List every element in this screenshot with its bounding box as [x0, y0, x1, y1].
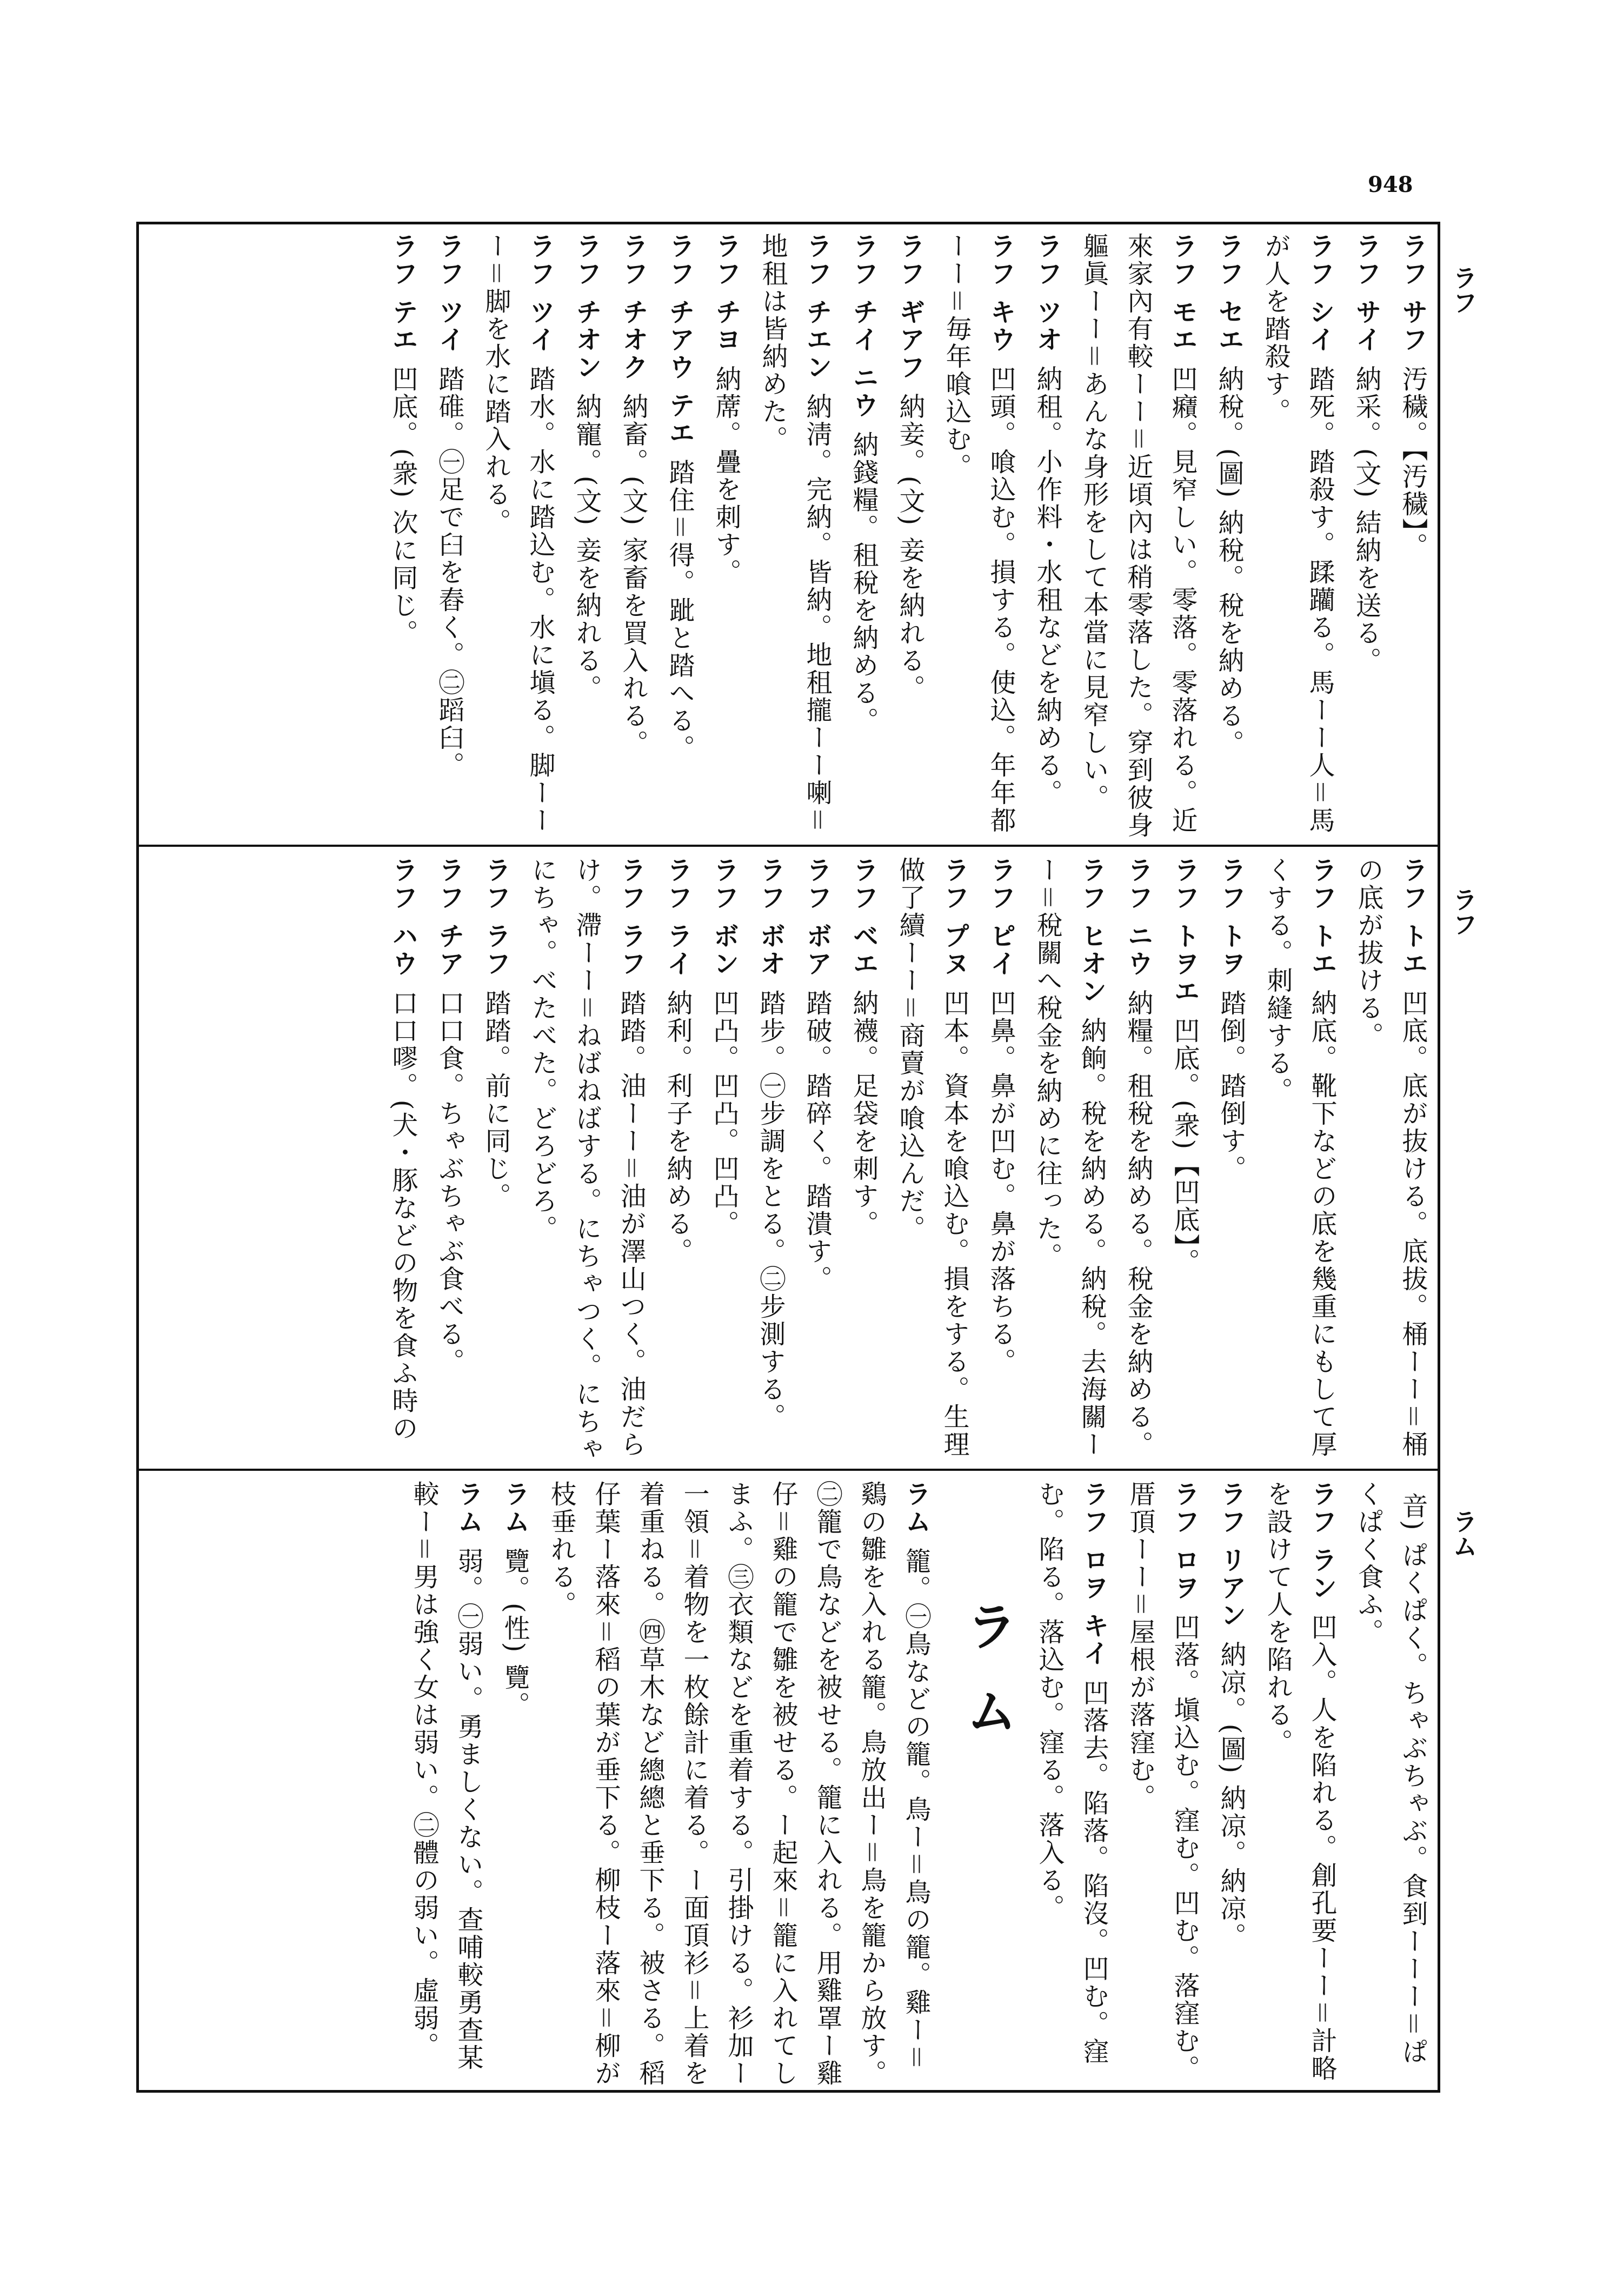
entry-head: ラフ チアウ テエ [664, 233, 695, 447]
entry-head: ラム [500, 1481, 530, 1536]
entry-text: 凹底。底が抜ける。底拔。桶ーー＝桶の底が拔ける。 [1353, 857, 1428, 1458]
entry-text: 凹凸。凹凸。凹凸。 [709, 989, 739, 1238]
entry-head: ラフ トヲエ [1169, 857, 1200, 1005]
entry-text: 弱。㊀弱い。勇ましくない。查哺較勇查某較ー＝男は強く女は弱い。㊁體の弱い。虛弱。 [409, 1481, 483, 2072]
entry [702, 857, 746, 1464]
entry [841, 233, 886, 840]
entry-head: ラフ ボオ [755, 857, 786, 978]
entry-head: ラフ ボン [709, 857, 739, 978]
entry-text: 納底。靴下などの底を幾重にもして厚くする。刺縫する。 [1262, 857, 1337, 1458]
entry [888, 233, 932, 840]
entry [1072, 233, 1205, 840]
entry [704, 233, 748, 840]
entry-text: 凹底。(衆)【凹底】。 [1169, 1017, 1200, 1276]
entry [1027, 1481, 1116, 2088]
entry [520, 857, 653, 1464]
entry-head: ラフ チオク [618, 233, 648, 381]
entry-text: 凹本。資本を喰込む。損をする。生理做了續ーー＝商賣が喰込んだ。 [895, 857, 969, 1458]
entry-text: 踏踏。前に同じ。 [481, 989, 511, 1210]
entry-text: 納餉。稅を納める。納稅。去海關ーー＝稅關へ稅金を納めに往った。 [1032, 857, 1107, 1458]
entry-head: ラフ キウ [986, 233, 1016, 354]
entry-text: 納蓆。疊を刺す。 [711, 365, 741, 586]
entry [750, 233, 839, 840]
entry [611, 233, 655, 840]
entry [381, 857, 425, 1464]
entry-text: 踏水。水に踏込む。水に塡る。脚ーーー＝脚を水に踏入れる。 [481, 233, 555, 834]
section-title: ラム [957, 1600, 1018, 1768]
entry [979, 857, 1023, 1464]
entry-text: 凹頭。喰込む。損する。使込。年年都ーー＝毎年喰込む。 [941, 233, 1016, 834]
entry-text: 踏破。踏碎く。踏潰す。 [802, 989, 832, 1293]
entry [1162, 857, 1207, 1464]
entry-text: 凹鼻。鼻が凹む。鼻が落ちる。 [986, 989, 1016, 1376]
entry [427, 233, 471, 840]
entry-text: 納淸。完納。皆納。地租攏ーー喇＝地租は皆納めた。 [757, 233, 832, 834]
entry-text: 口口食。ちゃぶちゃぶ食べる。 [434, 989, 464, 1376]
entry-head: ラフ リアン [1216, 1481, 1246, 1629]
entry [1116, 857, 1160, 1464]
entry [657, 233, 702, 840]
entry-head: ラフ ピイ [986, 857, 1016, 978]
entry [474, 857, 518, 1464]
entry-text: 納妾。(文) 妾を納れる。 [895, 393, 925, 702]
entry-head: ラフ ベエ [848, 857, 879, 978]
entry-head: ラフ チオン [571, 233, 602, 381]
entry [381, 233, 425, 840]
entry-text: 凹入。人を陷れる。創孔要ーー＝計略を設けて人を陷れる。 [1262, 1481, 1337, 2082]
entry-text: 口口嘐。(犬・豚などの物を食ふ時の [388, 989, 418, 1443]
entry [748, 857, 793, 1464]
entry-head: ラフ トエ [1307, 857, 1337, 978]
entry [934, 233, 1023, 840]
entry-text: 納錢糧。租稅を納める。 [848, 431, 879, 735]
entry-text: 踏碓。㊀足で臼を舂く。㊁蹈臼。 [434, 365, 464, 779]
entry-head: ラフ サフ [1398, 233, 1428, 354]
entry-head: ラフ チイ ニウ [848, 233, 879, 420]
entry-head: ラフ ロヲ キイ [1079, 1481, 1109, 1668]
section-divider-1 [136, 845, 1440, 847]
page-number: 948 [1368, 172, 1413, 197]
entry-text: 納采。(文) 結納を送る。 [1351, 365, 1381, 675]
entry [1255, 857, 1344, 1464]
entry-head: ラフ テエ [388, 233, 418, 354]
entry-head: ラフ トエ [1398, 857, 1428, 978]
entry [1209, 857, 1253, 1464]
running-head-3: ラム [1449, 1509, 1478, 1558]
entry-text: 音) ぱくぱく。ちゃぶちゃぶ。食到ーーー＝ぱくぱく食ふ。 [1353, 1481, 1428, 2066]
entry-text: 踏步。㊀步調をとる。㊁步測する。 [755, 989, 786, 1431]
entry [1344, 233, 1388, 840]
entry-text: 納凉。(圖) 納凉。納凉。 [1216, 1641, 1246, 1950]
dictionary-section-1 [142, 233, 1435, 840]
entry [1346, 1481, 1435, 2088]
entry-head: ラフ セエ [1214, 233, 1244, 354]
entry-text: 納糧。租稅を納める。稅金を納める。 [1123, 989, 1153, 1458]
entry-head: ラフ シイ [1305, 233, 1335, 354]
entry [1118, 1481, 1207, 2088]
entry [1253, 233, 1342, 840]
entry-head: ラム [453, 1481, 483, 1536]
entry-text: 踏倒。踏倒す。 [1216, 989, 1246, 1183]
entry-text: 覽。(性) 覽。 [500, 1548, 530, 1719]
entry-head: ラフ ラフ [481, 857, 511, 978]
dictionary-section-3 [142, 1481, 1435, 2088]
entry-head: ラフ チエン [802, 233, 832, 381]
entry [474, 233, 562, 840]
entry-head: ラフ チヨ [711, 233, 741, 354]
entry [493, 1481, 537, 2088]
entry-head: ラフ ギアフ [895, 233, 925, 381]
entry-head: ラフ ロヲ [1169, 1481, 1200, 1602]
entry-text: 踏踏。油ーー＝油が澤山つく。油だらけ。滯ーー＝ねばねばする。にちゃつく。にちゃにちゃ。べたべた。どろどろ。 [527, 857, 646, 1464]
entry-head: ラフ ハウ [388, 857, 418, 978]
entry [1391, 233, 1435, 840]
entry-text: 凹癪。見窄しい。零落。零落れる。近來家內有較ーー＝近頃內は稍零落した。穿到彼身軀眞ーー＝あんな身形をして本當に見窄しい。 [1079, 233, 1198, 840]
entry-text: 納租。小作料・水租などを納める。 [1032, 365, 1062, 807]
entry-head: ラフ ラフ [616, 857, 646, 978]
entry-head: ラフ ライ [662, 857, 693, 978]
entry-head: ラフ ラン [1307, 1481, 1337, 1602]
entry-head: ラフ モエ [1167, 233, 1198, 354]
entry [1255, 1481, 1344, 2088]
entry [1209, 1481, 1253, 2088]
entry [402, 1481, 490, 2088]
entry [795, 857, 839, 1464]
entry-text: 納利。利子を納める。 [662, 989, 693, 1265]
dictionary-section-2 [142, 857, 1435, 1464]
entry [539, 1481, 938, 2088]
entry-head: ラフ ツオ [1032, 233, 1062, 354]
entry [888, 857, 976, 1464]
entry-head: ラフ ヒオン [1076, 857, 1107, 1005]
entry-text: 凹落。塡込む。窪む。凹む。落窪む。厝頂ーー＝屋根が落窪む。 [1125, 1481, 1200, 2082]
entry [1207, 233, 1251, 840]
entry [564, 233, 609, 840]
running-head-2: ラフ [1449, 887, 1478, 937]
entry-head: ラフ チア [434, 857, 464, 978]
entry-text: 踏死。踏殺す。蹂躪る。馬ーー人＝馬が人を踏殺す。 [1260, 233, 1335, 834]
entry-head: ラフ ニウ [1123, 857, 1153, 978]
entry [841, 857, 886, 1464]
entry-text: 踏住＝得。跐と踏へる。 [664, 459, 695, 762]
entry-text: 納襪。足袋を刺す。 [848, 989, 879, 1238]
entry-head: ラフ ツイ [434, 233, 464, 354]
running-head-1: ラフ [1449, 265, 1478, 315]
entry [1346, 857, 1435, 1464]
entry-head: ラム [901, 1481, 931, 1536]
entry-head: ラフ ボア [802, 857, 832, 978]
entry-head: ラフ トヲ [1216, 857, 1246, 978]
entry [1025, 857, 1114, 1464]
entry-text: 凹底。(衆) 次に同じ。 [388, 365, 418, 647]
entry-text: 籠。㊀鳥などの籠。鳥ー＝鳥の籠。雞ー＝鷄の雛を入れる籠。鳥放出ー＝鳥を籠から放す。㊁籠で鳥などを被せる。籠に入れる。用雞罩ー雞仔＝雞の籠で雛を被せる。ー起來＝籠に入れてしまふ。㊂衣類などを重着する。引掛ける。衫加ー一領＝着物を一枚餘計に着る。ー面頂衫＝上着を着重ねる。㊃草木など總總と垂下る。被さる。稻仔葉ー落來＝稻の葉が垂下る。柳枝ー落來＝柳が枝垂れる。 [546, 1481, 931, 2088]
entry-text: 納寵。(文) 妾を納れる。 [571, 393, 602, 702]
entry-head: ラフ ツイ [525, 233, 555, 354]
section-divider-2 [136, 1469, 1440, 1471]
entry-text: 汚穢。【汚穢】。 [1398, 365, 1428, 560]
entry [427, 857, 471, 1464]
entry [655, 857, 700, 1464]
entry-text: 納稅。(圖) 納稅。稅を納める。 [1214, 365, 1244, 758]
entry-head: ラフ プヌ [939, 857, 969, 978]
entry-text: 凹落去。陷落。陷沒。凹む。窪む。陷る。落込む。窪る。落入る。 [1034, 1481, 1109, 2066]
entry [1025, 233, 1069, 840]
entry-text: 納畜。(文) 家畜を買入れる。 [618, 393, 648, 758]
entry-head: ラフ サイ [1351, 233, 1381, 354]
